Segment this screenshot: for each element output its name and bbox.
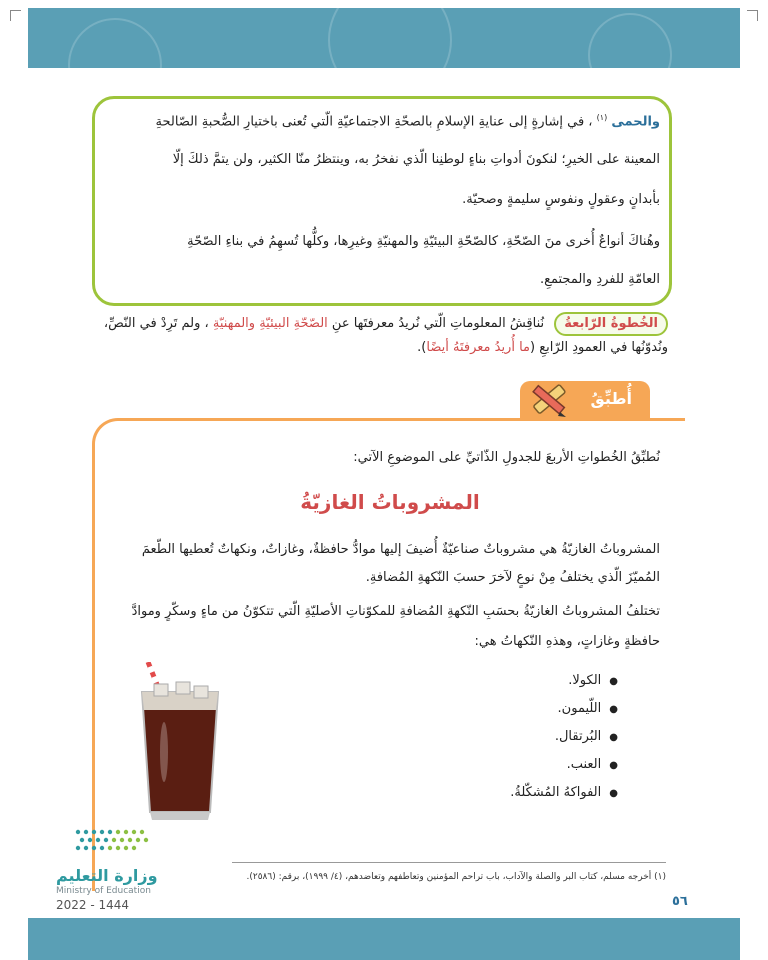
topic-heading: المشروباتُ الغازيّةُ bbox=[300, 490, 480, 514]
list-item: ● العنب. bbox=[418, 751, 618, 779]
highlight-text: ما أُريدُ معرفتَهُ أيضًا bbox=[426, 340, 531, 355]
apply-tab bbox=[520, 381, 650, 419]
list-item: ● الكولا. bbox=[418, 667, 618, 695]
list-item: ● الفواكهُ المُشكّلةُ. bbox=[418, 779, 618, 807]
bottom-decorative-band bbox=[28, 918, 740, 960]
pencil-ruler-icon bbox=[526, 379, 570, 419]
list-item: ● اللّيمون. bbox=[418, 695, 618, 723]
ministry-name-ar: وزارة التعليم bbox=[56, 866, 158, 885]
step-four-line bbox=[68, 312, 668, 336]
soda-glass-image bbox=[130, 662, 230, 822]
text-line: المُميّزَ الّذي يختلفُ مِنْ نوعٍ لآخرَ حسبَ النّكهةِ المُضافةِ. bbox=[365, 570, 660, 585]
apply-tab-label: أُطبِّقُ bbox=[590, 389, 632, 408]
text-line bbox=[80, 108, 660, 132]
footnote-ref[interactable]: (١) bbox=[596, 113, 608, 122]
ministry-year: 2022 - 1444 bbox=[56, 898, 130, 912]
crop-mark bbox=[10, 10, 21, 21]
text-span: ، في إشارةٍ إلى عنايةِ الإسلامِ بالصحّةِ الاجتماعيّةِ الّتي تُعنى باختيارِ الصُّحبةِ الصّالحةِ bbox=[155, 114, 593, 130]
top-decorative-band bbox=[28, 8, 740, 68]
text-line: بأبدانٍ وعقولٍ ونفوسٍ سليمةٍ وصحيّة. bbox=[462, 192, 660, 207]
apply-instruction: نُطبِّقُ الخُطواتِ الأربعَ للجدولِ الذّاتيِّ على الموضوعِ الآتي: bbox=[353, 450, 660, 465]
step-four-label: الخُطوةُ الرّابعةُ bbox=[554, 312, 668, 336]
ministry-logo-icon bbox=[72, 826, 152, 862]
text-line: تختلفُ المشروباتُ الغازيّةُ بحسَبِ النّكهةِ المُضافةِ للمكوّناتِ الأصليّةِ الّتي تتكوّنُ من ماءٍ وسكّرٍ وموادَّ bbox=[131, 604, 660, 619]
text-line: حافظةٍ وغازاتٍ، وهذهِ النّكهاتُ هي: bbox=[474, 634, 660, 649]
text-span: ، ولم تَرِدْ في النّصِّ، bbox=[103, 316, 209, 331]
text-line: المعينة على الخيرِ؛ لنكونَ أدواتِ بناءٍ لوطنِنا الّذي نفخرُ به، وينتظرُ منّا الكثير، ولن يتمَّ ذلكَ إلّا bbox=[172, 152, 660, 167]
text-span: ونُدوّنُها في العمودِ الرّابعِ ( bbox=[530, 340, 668, 355]
footnote: (١) أخرجه مسلم، كتاب البر والصلة والآداب، باب تراحم المؤمنين وتعاطفهم وتعاضدهم، (٤/ ١٩٩٩)، برقم: (٢٥٨٦). bbox=[246, 872, 666, 882]
text-word: والحمى bbox=[611, 114, 660, 130]
text-line: المشروباتُ الغازيّةُ هي مشروباتٌ صناعيّةٌ أُضيفَ إليها موادُّ حافظةٌ، وغازاتٌ، ونكهاتٌ تُعطيها الطّعمَ bbox=[141, 542, 660, 557]
text-span: نُناقِشُ المعلوماتِ الّتي نُريدُ معرفتَها عنِ bbox=[331, 316, 545, 331]
page-number: ٥٦ bbox=[672, 894, 688, 909]
list-item: ● البُرتقال. bbox=[418, 723, 618, 751]
text-line: وهُناكَ أنواعٌ أُخرى منَ الصّحّةِ، كالصّحّةِ البيئيّةِ والمهنيّةِ وغيرِها، وكلُّها تُسهِمُ في بناءِ الصّحّةِ bbox=[187, 234, 660, 249]
text-line: العامّةِ للفردِ والمجتمعِ. bbox=[539, 272, 660, 287]
crop-mark bbox=[747, 10, 758, 21]
highlight-text: الصّحّةِ البيئيّةِ والمهنيّةِ bbox=[212, 316, 328, 331]
ministry-name-en: Ministry of Education bbox=[56, 886, 151, 896]
step-four-line bbox=[68, 338, 668, 358]
flavor-list bbox=[418, 667, 618, 807]
footnote-divider bbox=[232, 862, 666, 863]
text-span: ). bbox=[417, 340, 427, 355]
